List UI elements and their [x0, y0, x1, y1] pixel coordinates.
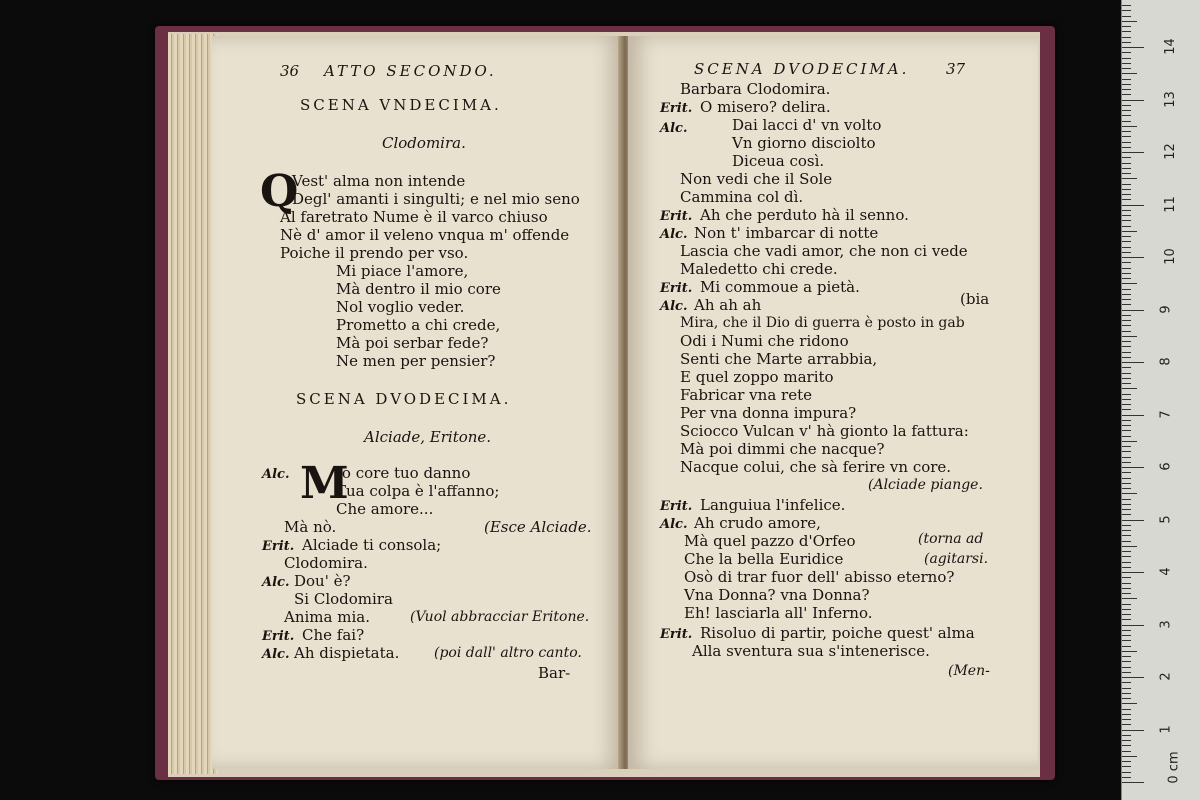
ruler-tick — [1122, 630, 1131, 631]
ruler-number: 8 — [1158, 357, 1174, 366]
ruler-tick — [1122, 367, 1131, 368]
right-page — [628, 36, 1038, 769]
catchword: (Men- — [948, 663, 990, 679]
ruler-number: 9 — [1158, 304, 1174, 314]
ruler-tick — [1122, 635, 1131, 636]
ruler-tick — [1122, 772, 1131, 773]
ruler-tick — [1122, 178, 1137, 179]
measuring-ruler — [1121, 0, 1200, 800]
ruler-tick — [1122, 262, 1131, 263]
ruler-tick — [1122, 598, 1137, 599]
ruler-tick — [1122, 399, 1131, 400]
speaker-label: Alc. — [660, 517, 688, 532]
verse-line: Dai lacci d' vn volto — [732, 116, 882, 134]
verse-line: Mà poi dimmi che nacque? — [680, 440, 885, 458]
stage-direction: (Alciade piange. — [868, 477, 983, 493]
ruler-number: 10 — [1162, 248, 1178, 265]
ruler-tick — [1122, 745, 1131, 746]
ruler-tick — [1122, 136, 1131, 137]
scene-characters: Clodomira. — [382, 134, 466, 152]
verse-line: Clodomira. — [284, 554, 368, 572]
ruler-tick — [1122, 252, 1131, 253]
ruler-number: 7 — [1158, 409, 1174, 419]
speaker-label: Erit. — [660, 101, 693, 116]
ruler-tick — [1122, 5, 1131, 6]
ruler-tick — [1122, 310, 1144, 311]
ruler-tick — [1122, 16, 1131, 17]
drop-capital: M — [300, 458, 349, 509]
ruler-tick — [1122, 409, 1131, 410]
ruler-number: 12 — [1162, 143, 1178, 160]
scene-characters: Alciade, Eritone. — [364, 428, 492, 446]
verse-line: Sciocco Vulcan v' hà gionto la fattura: — [680, 422, 969, 440]
ruler-tick — [1122, 357, 1131, 358]
ruler-tick — [1122, 719, 1131, 720]
ruler-tick — [1122, 236, 1131, 237]
ruler-tick — [1122, 226, 1131, 227]
ruler-tick — [1122, 257, 1144, 258]
ruler-tick — [1122, 551, 1131, 552]
ruler-tick — [1122, 220, 1131, 221]
verse-line: Ne men per pensier? — [336, 352, 496, 370]
ruler-tick — [1122, 299, 1131, 300]
verse-line: Per vna donna impura? — [680, 404, 857, 422]
ruler-tick — [1122, 693, 1131, 694]
ruler-tick — [1122, 47, 1144, 48]
ruler-number: 2 — [1158, 672, 1174, 681]
ruler-tick — [1122, 383, 1131, 384]
verse-line: Ah crudo amore, — [694, 514, 821, 532]
verse-line: Non vedi che il Sole — [680, 170, 833, 188]
speaker-label: Alc. — [660, 121, 688, 136]
ruler-tick — [1122, 289, 1131, 290]
scene-title: SCENA VNDECIMA. — [300, 96, 502, 114]
page-number: 36 — [280, 62, 300, 80]
speaker-label: Erit. — [660, 209, 693, 224]
ruler-tick — [1122, 420, 1131, 421]
ruler-tick — [1122, 546, 1137, 547]
ruler-tick — [1122, 52, 1131, 53]
verse-line: Che la bella Euridice — [684, 550, 844, 568]
ruler-tick — [1122, 100, 1144, 101]
ruler-tick — [1122, 661, 1131, 662]
verse-line: Cammina col dì. — [680, 188, 804, 206]
ruler-tick — [1122, 315, 1131, 316]
ruler-tick — [1122, 430, 1131, 431]
ruler-tick — [1122, 68, 1131, 69]
verse-line: (bia — [960, 290, 990, 308]
page-number: 37 — [946, 60, 966, 78]
verse-line: Senti che Marte arrabbia, — [680, 350, 878, 368]
ruler-tick — [1122, 541, 1131, 542]
speaker-label: Alc. — [660, 227, 688, 242]
ruler-tick — [1122, 283, 1137, 284]
stage-direction: (poi dall' altro canto. — [434, 645, 582, 661]
ruler-tick — [1122, 278, 1131, 279]
ruler-tick — [1122, 21, 1137, 22]
ruler-tick — [1122, 656, 1131, 657]
verse-line: Maledetto chi crede. — [680, 260, 838, 278]
ruler-tick — [1122, 451, 1131, 452]
ruler-tick — [1122, 163, 1131, 164]
verse-line: Prometto a chi crede, — [336, 316, 501, 334]
verse-line: Io core tuo danno — [336, 464, 471, 482]
running-head: ATTO SECONDO. — [324, 62, 497, 80]
ruler-tick — [1122, 619, 1131, 620]
ruler-tick — [1122, 84, 1131, 85]
ruler-tick — [1122, 247, 1131, 248]
stage-direction: (torna ad — [918, 531, 984, 547]
ruler-tick — [1122, 142, 1131, 143]
ruler-tick — [1122, 105, 1131, 106]
ruler-tick — [1122, 740, 1131, 741]
speaker-label: Erit. — [660, 281, 693, 296]
ruler-tick — [1122, 572, 1144, 573]
ruler-tick — [1122, 703, 1137, 704]
verse-line: Mi piace l'amore, — [336, 262, 469, 280]
verse-line: Mà nò. — [284, 518, 337, 536]
ruler-tick — [1122, 588, 1131, 589]
verse-line: Diceua così. — [732, 152, 825, 170]
ruler-tick — [1122, 131, 1131, 132]
ruler-tick — [1122, 115, 1131, 116]
ruler-tick — [1122, 42, 1131, 43]
ruler-tick — [1122, 157, 1131, 158]
ruler-tick — [1122, 604, 1131, 605]
ruler-tick — [1122, 441, 1137, 442]
ruler-tick — [1122, 488, 1131, 489]
ruler-tick — [1122, 378, 1131, 379]
ruler-tick — [1122, 341, 1131, 342]
verse-line: Risoluo di partir, poiche quest' alma — [700, 624, 975, 642]
ruler-tick — [1122, 520, 1144, 521]
ruler-tick — [1122, 415, 1144, 416]
ruler-tick — [1122, 320, 1131, 321]
speaker-label: Erit. — [262, 629, 295, 644]
verse-line: Nol voglio veder. — [336, 298, 465, 316]
verse-line: Lascia che vadi amor, che non ci vede — [680, 242, 968, 260]
ruler-tick — [1122, 614, 1131, 615]
scene-title: SCENA DVODECIMA. — [296, 390, 512, 408]
ruler-tick — [1122, 724, 1131, 725]
ruler-tick — [1122, 325, 1131, 326]
ruler-tick — [1122, 462, 1131, 463]
ruler-tick — [1122, 756, 1137, 757]
verse-line: Che amore... — [336, 500, 434, 518]
ruler-tick — [1122, 394, 1131, 395]
ruler-number: 14 — [1162, 38, 1178, 55]
ruler-tick — [1122, 640, 1131, 641]
ruler-unit: 0 cm — [1166, 751, 1182, 784]
drop-capital: Q — [260, 166, 299, 217]
verse-line: Anima mia. — [284, 608, 370, 626]
verse-line: Ah ah ah — [694, 296, 762, 314]
ruler-tick — [1122, 625, 1144, 626]
ruler-tick — [1122, 577, 1131, 578]
ruler-tick — [1122, 777, 1131, 778]
ruler-number: 6 — [1158, 462, 1174, 471]
ruler-tick — [1122, 215, 1131, 216]
ruler-tick — [1122, 714, 1131, 715]
page-edges — [168, 34, 218, 774]
ruler-tick — [1122, 168, 1131, 169]
ruler-tick — [1122, 730, 1144, 731]
ruler-tick — [1122, 499, 1131, 500]
ruler-tick — [1122, 73, 1137, 74]
verse-line: Che fai? — [302, 626, 365, 644]
verse-line: E quel zoppo marito — [680, 368, 834, 386]
verse-line: O misero? delira. — [700, 98, 831, 116]
ruler-tick — [1122, 184, 1131, 185]
ruler-number: 4 — [1158, 567, 1174, 576]
ruler-tick — [1122, 173, 1131, 174]
speaker-label: Alc. — [262, 647, 290, 662]
ruler-tick — [1122, 688, 1131, 689]
verse-line: Barbara Clodomira. — [680, 80, 831, 98]
ruler-tick — [1122, 362, 1144, 363]
ruler-tick — [1122, 37, 1131, 38]
ruler-tick — [1122, 352, 1131, 353]
ruler-tick — [1122, 126, 1137, 127]
ruler-tick — [1122, 446, 1131, 447]
ruler-tick — [1122, 121, 1131, 122]
ruler-number: 11 — [1162, 195, 1178, 213]
ruler-tick — [1122, 504, 1131, 505]
running-head: SCENA DVODECIMA. — [694, 60, 910, 78]
ruler-tick — [1122, 210, 1131, 211]
verse-line: Osò di trar fuor dell' abisso eterno? — [684, 568, 955, 586]
ruler-tick — [1122, 525, 1131, 526]
ruler-tick — [1122, 304, 1131, 305]
ruler-tick — [1122, 672, 1131, 673]
verse-line: Ah dispietata. — [294, 644, 400, 662]
ruler-tick — [1122, 189, 1131, 190]
ruler-tick — [1122, 10, 1131, 11]
verse-line: Nacque colui, che sà ferire vn core. — [680, 458, 952, 476]
ruler-tick — [1122, 388, 1137, 389]
ruler-tick — [1122, 530, 1131, 531]
speaker-label: Erit. — [262, 539, 295, 554]
catchword: Bar- — [538, 664, 571, 682]
ruler-tick — [1122, 373, 1131, 374]
verse-line: Odi i Numi che ridono — [680, 332, 849, 350]
ruler-tick — [1122, 436, 1131, 437]
verse-line: Si Clodomira — [294, 590, 393, 608]
ruler-tick — [1122, 268, 1131, 269]
ruler-tick — [1122, 493, 1137, 494]
ruler-tick — [1122, 478, 1131, 479]
ruler-tick — [1122, 514, 1131, 515]
ruler-tick — [1122, 766, 1131, 767]
verse-line: Languiua l'infelice. — [700, 496, 846, 514]
ruler-tick — [1122, 94, 1131, 95]
speaker-label: Erit. — [660, 627, 693, 642]
ruler-tick — [1122, 89, 1131, 90]
left-page — [212, 36, 622, 769]
verse-line: Ah che perduto hà il senno. — [700, 206, 909, 224]
ruler-tick — [1122, 110, 1131, 111]
verse-line: Fabricar vna rete — [680, 386, 812, 404]
verse-line: Mi commoue a pietà. — [700, 278, 860, 296]
stage-direction: (Esce Alciade. — [484, 518, 592, 536]
ruler-tick — [1122, 31, 1131, 32]
verse-line: Mà quel pazzo d'Orfeo — [684, 532, 856, 550]
ruler-tick — [1122, 535, 1131, 536]
stage-direction: (agitarsi. — [924, 551, 989, 567]
ruler-tick — [1122, 331, 1131, 332]
ruler-tick — [1122, 709, 1131, 710]
speaker-label: Alc. — [660, 299, 688, 314]
ruler-tick — [1122, 79, 1131, 80]
ruler-tick — [1122, 782, 1144, 783]
ruler-tick — [1122, 751, 1131, 752]
verse-line: Mà poi serbar fede? — [336, 334, 489, 352]
ruler-tick — [1122, 152, 1144, 153]
verse-line: Dou' è? — [294, 572, 351, 590]
ruler-tick — [1122, 58, 1131, 59]
ruler-tick — [1122, 483, 1131, 484]
verse-line: Non t' imbarcar di notte — [694, 224, 879, 242]
ruler-tick — [1122, 761, 1131, 762]
verse-line: Vn giorno disciolto — [732, 134, 876, 152]
ruler-tick — [1122, 63, 1131, 64]
ruler-tick — [1122, 231, 1137, 232]
ruler-tick — [1122, 667, 1131, 668]
speaker-label: Alc. — [262, 467, 290, 482]
verse-line: Al faretrato Nume è il varco chiuso — [280, 208, 548, 226]
speaker-label: Alc. — [262, 575, 290, 590]
ruler-tick — [1122, 241, 1131, 242]
ruler-tick — [1122, 698, 1131, 699]
verse-line: Alciade ti consola; — [302, 536, 442, 554]
ruler-tick — [1122, 562, 1131, 563]
ruler-tick — [1122, 273, 1131, 274]
ruler-tick — [1122, 467, 1144, 468]
ruler-tick — [1122, 682, 1131, 683]
ruler-tick — [1122, 425, 1131, 426]
ruler-tick — [1122, 556, 1131, 557]
ruler-tick — [1122, 336, 1137, 337]
verse-line: Eh! lasciarla all' Inferno. — [684, 604, 873, 622]
ruler-tick — [1122, 651, 1137, 652]
ruler-tick — [1122, 147, 1131, 148]
ruler-number: 1 — [1158, 724, 1174, 734]
ruler-tick — [1122, 294, 1131, 295]
verse-line: Nè d' amor il veleno vnqua m' offende — [280, 226, 570, 244]
verse-line: Degl' amanti i singulti; e nel mio seno — [292, 190, 580, 208]
ruler-tick — [1122, 646, 1131, 647]
verse-line: Poiche il prendo per vso. — [280, 244, 469, 262]
ruler-tick — [1122, 583, 1131, 584]
ruler-number: 3 — [1158, 619, 1174, 629]
ruler-tick — [1122, 567, 1131, 568]
stage-direction: (Vuol abbracciar Eritone. — [410, 609, 590, 625]
verse-line: Vna Donna? vna Donna? — [684, 586, 870, 604]
ruler-tick — [1122, 26, 1131, 27]
ruler-tick — [1122, 199, 1131, 200]
ruler-tick — [1122, 404, 1131, 405]
verse-line: Mira, che il Dio di guerra è posto in gab — [680, 315, 965, 331]
ruler-tick — [1122, 346, 1131, 347]
ruler-tick — [1122, 472, 1131, 473]
verse-line: Tua colpa è l'affanno; — [336, 482, 500, 500]
ruler-number: 5 — [1158, 514, 1174, 524]
verse-line: Alla sventura sua s'intenerisce. — [692, 642, 930, 660]
ruler-tick — [1122, 509, 1131, 510]
speaker-label: Erit. — [660, 499, 693, 514]
ruler-number: 13 — [1162, 90, 1178, 108]
ruler-tick — [1122, 457, 1131, 458]
verse-line: Vest' alma non intende — [292, 172, 466, 190]
ruler-tick — [1122, 677, 1144, 678]
ruler-tick — [1122, 194, 1131, 195]
ruler-tick — [1122, 735, 1131, 736]
ruler-tick — [1122, 609, 1131, 610]
verse-line: Mà dentro il mio core — [336, 280, 501, 298]
ruler-tick — [1122, 593, 1131, 594]
ruler-tick — [1122, 205, 1144, 206]
